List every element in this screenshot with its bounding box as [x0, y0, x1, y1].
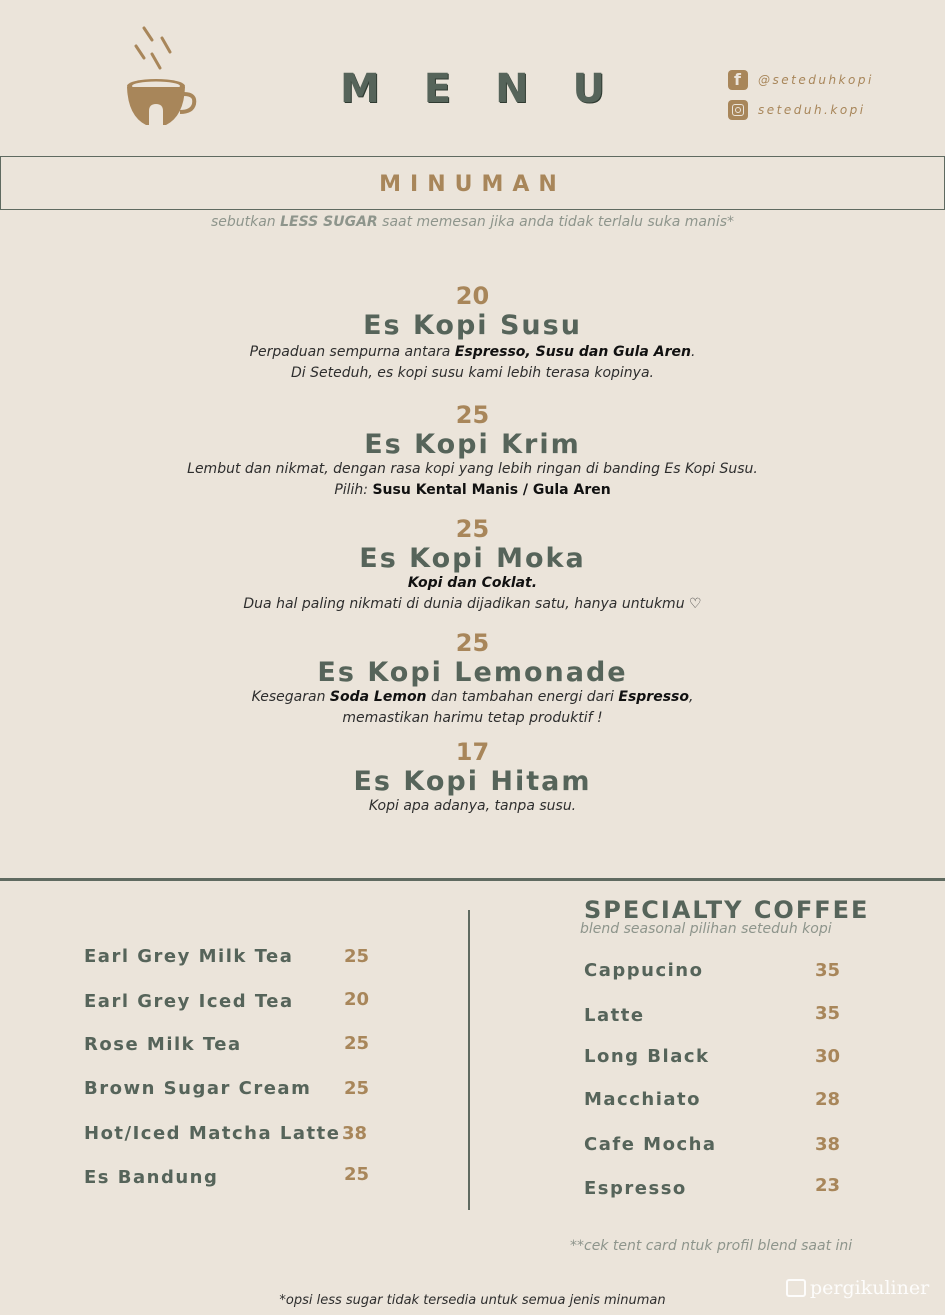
item-price: 25 — [455, 401, 490, 429]
item-price: 25 — [455, 515, 490, 543]
menu-item — [0, 629, 945, 729]
list-item-name: Cappucino — [584, 960, 704, 981]
item-description: Kesegaran Soda Lemon dan tambahan energi dari Espresso, memastikan harimu tetap produktif ! — [251, 689, 694, 726]
list-item-price: 28 — [815, 1089, 841, 1110]
less-sugar-note: sebutkan LESS SUGAR saat memesan jika anda tidak terlalu suka manis* — [210, 214, 735, 230]
list-item-name: Long Black — [584, 1046, 710, 1067]
list-item-name: Rose Milk Tea — [84, 1034, 242, 1055]
list-item-price: 38 — [342, 1123, 368, 1144]
list-item-price: 25 — [344, 1033, 370, 1054]
section-divider — [0, 878, 945, 881]
item-description: Kopi dan Coklat. Dua hal paling nikmati di dunia dijadikan satu, hanya untukmu ♡ — [243, 575, 702, 612]
list-item-price: 20 — [344, 989, 370, 1010]
list-item-name: Brown Sugar Cream — [84, 1078, 312, 1099]
heart-icon: ♡ — [684, 596, 702, 612]
list-item-price: 23 — [815, 1175, 841, 1196]
specialty-title: SPECIALTY COFFEE — [584, 896, 870, 924]
item-name: Es Kopi Lemonade — [317, 657, 628, 688]
item-name: Es Kopi Hitam — [353, 766, 592, 797]
list-item-price: 25 — [344, 946, 370, 967]
list-item-name: Es Bandung — [84, 1167, 219, 1188]
facebook-link[interactable] — [728, 70, 874, 90]
watermark-text: pergikuliner — [810, 1277, 930, 1299]
list-item-name: Macchiato — [584, 1089, 701, 1110]
list-item-price: 25 — [344, 1164, 370, 1185]
item-description: Lembut dan nikmat, dengan rasa kopi yang lebih ringan di banding Es Kopi Susu. Pilih: Susu Kental Manis / Gula Aren — [187, 461, 758, 498]
page-title: MENU — [339, 66, 650, 112]
facebook-icon — [728, 70, 748, 90]
facebook-handle: @seteduhkopi — [758, 73, 874, 87]
watermark-logo-icon — [786, 1279, 806, 1297]
section-title: MINUMAN — [379, 172, 566, 197]
menu-item — [0, 401, 945, 501]
instagram-handle: seteduh.kopi — [758, 103, 866, 117]
instagram-icon — [728, 100, 748, 120]
list-item-name: Espresso — [584, 1178, 687, 1199]
specialty-subtitle: blend seasonal pilihan seteduh kopi — [580, 921, 832, 937]
list-item-price: 38 — [815, 1134, 841, 1155]
list-item-price: 35 — [815, 960, 841, 981]
column-divider — [468, 910, 470, 1210]
menu-item — [0, 738, 945, 817]
instagram-link[interactable] — [728, 100, 866, 120]
list-item-name: Cafe Mocha — [584, 1134, 717, 1155]
list-item-price: 35 — [815, 1003, 841, 1024]
list-item-name: Hot/Iced Matcha Latte — [84, 1123, 341, 1144]
list-item-price: 25 — [344, 1078, 370, 1099]
item-description: Perpaduan sempurna antara Espresso, Susu dan Gula Aren. Di Seteduh, es kopi susu kami lebih terasa kopinya. — [249, 344, 696, 381]
list-item-name: Earl Grey Milk Tea — [84, 946, 294, 967]
watermark — [786, 1277, 929, 1299]
item-name: Es Kopi Moka — [359, 543, 586, 574]
list-item-name: Earl Grey Iced Tea — [84, 991, 294, 1012]
list-item-name: Latte — [584, 1005, 645, 1026]
sugar-footnote: *opsi less sugar tidak tersedia untuk semua jenis minuman — [279, 1293, 666, 1308]
menu-item — [0, 515, 945, 615]
list-item-price: 30 — [815, 1046, 841, 1067]
item-price: 20 — [455, 282, 490, 310]
item-name: Es Kopi Krim — [364, 429, 581, 460]
item-description: Kopi apa adanya, tanpa susu. — [368, 798, 577, 814]
item-name: Es Kopi Susu — [363, 310, 582, 341]
item-price: 25 — [455, 629, 490, 657]
blend-note: **cek tent card ntuk profil blend saat ini — [570, 1238, 853, 1254]
menu-item — [0, 282, 945, 384]
item-price: 17 — [455, 738, 490, 766]
